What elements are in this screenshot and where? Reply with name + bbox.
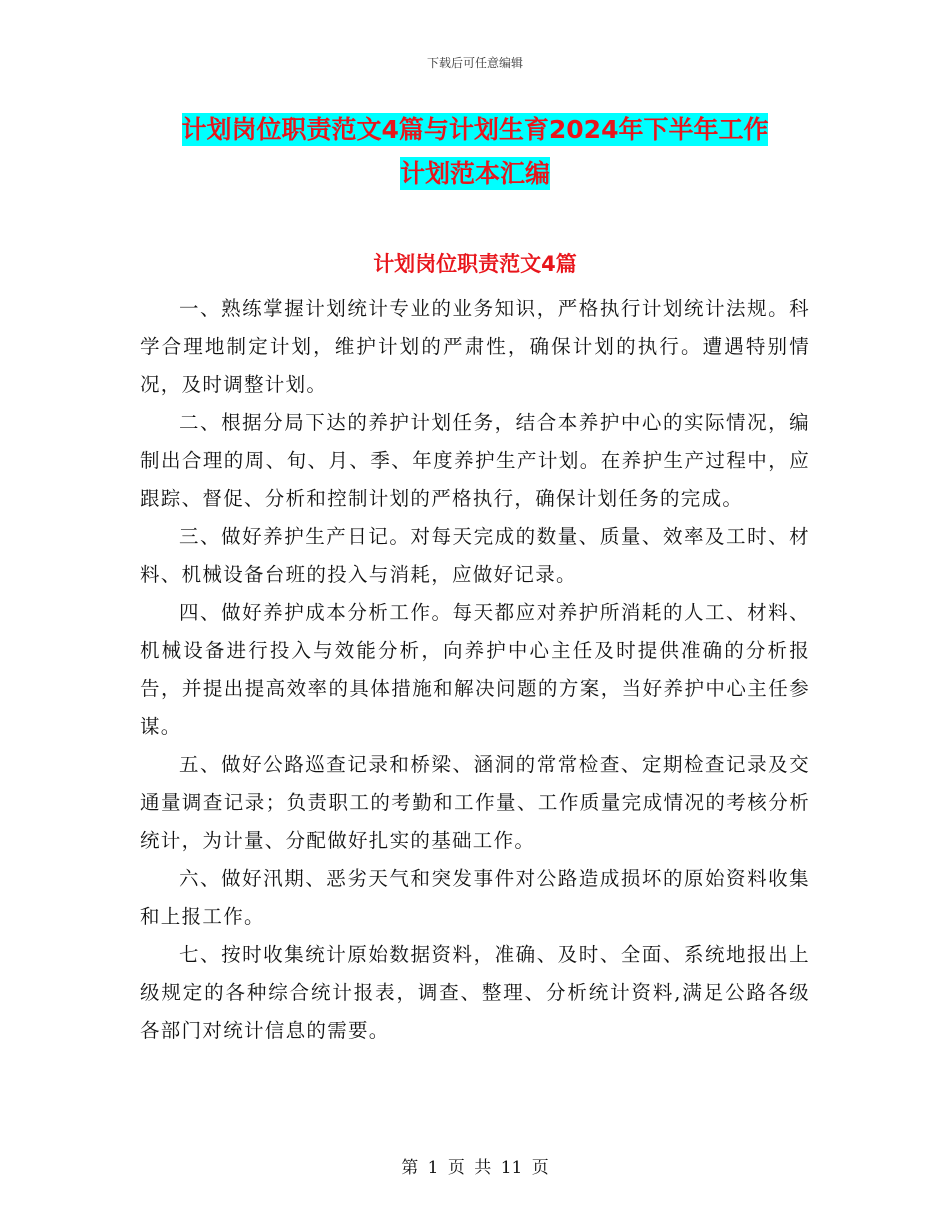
paragraph-4: 四、做好养护成本分析工作。每天都应对养护所消耗的人工、材料、机械设备进行投入与效能分析，向养护中心主任及时提供准确的分析报告，并提出提高效率的具体措施和解决问题的方案，当好养护中心主任参谋。 bbox=[140, 601, 810, 738]
body-text bbox=[140, 290, 810, 1050]
paragraph-2: 二、根据分局下达的养护计划任务，结合本养护中心的实际情况，编制出合理的周、旬、月、季、年度养护生产计划。在养护生产过程中，应跟踪、督促、分析和控制计划的严格执行，确保计划任务的完成。 bbox=[140, 411, 810, 510]
section-title: 计划岗位职责范文4篇 bbox=[373, 252, 577, 276]
paragraph-1: 一、熟练掌握计划统计专业的业务知识，严格执行计划统计法规。科学合理地制定计划，维护计划的严肃性，确保计划的执行。遭遇特别情况，及时调整计划。 bbox=[140, 297, 810, 396]
paragraph-3: 三、做好养护生产日记。对每天完成的数量、质量、效率及工时、材料、机械设备台班的投入与消耗，应做好记录。 bbox=[140, 525, 810, 586]
header-note: 下载后可任意编辑 bbox=[426, 56, 523, 70]
document-title-line1: 计划岗位职责范文4篇与计划生育2024年下半年工作 bbox=[181, 115, 769, 144]
document-title-line2: 计划范本汇编 bbox=[399, 159, 550, 188]
document-title bbox=[140, 108, 810, 196]
page-footer: 第 1 页 共 11 页 bbox=[401, 1158, 549, 1178]
paragraph-7: 七、按时收集统计原始数据资料，准确、及时、全面、系统地报出上级规定的各种综合统计报表，调查、整理、分析统计资料,满足公路各级各部门对统计信息的需要。 bbox=[140, 943, 810, 1042]
paragraph-6: 六、做好汛期、恶劣天气和突发事件对公路造成损坏的原始资料收集和上报工作。 bbox=[140, 867, 810, 928]
paragraph-5: 五、做好公路巡查记录和桥梁、涵洞的常常检查、定期检查记录及交通量调查记录；负责职工的考勤和工作量、工作质量完成情况的考核分析统计，为计量、分配做好扎实的基础工作。 bbox=[140, 753, 810, 852]
